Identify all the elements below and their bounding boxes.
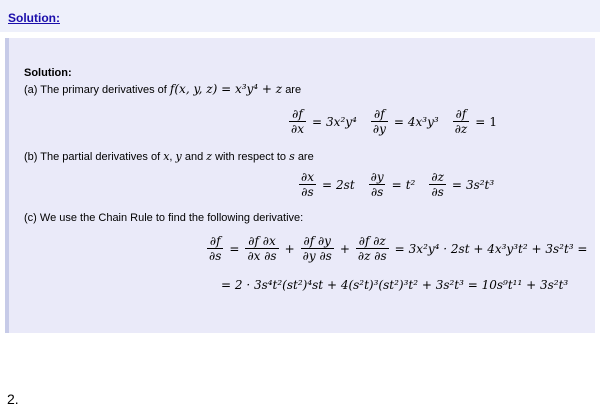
- equation-a: $\frac{\partial f}{\partial x}$ = 3x²y⁴ $\frac{\partial f}{\partial y}$ = 4x³y³ $\frac{\partial f}{\partial z}$ = 1: [291, 107, 497, 136]
- part-b-text: [24, 150, 314, 163]
- fraction-df-dy: $\frac{\partial f}{\partial y}$: [372, 107, 386, 136]
- item-number: 2.: [7, 391, 19, 407]
- var-s: s: [289, 150, 295, 163]
- fraction-df-ds: $\frac{\partial f}{\partial s}$: [209, 234, 222, 263]
- equation-b: $\frac{\partial x}{\partial s}$ = 2st $\frac{\partial y}{\partial s}$ = t² $\frac{\partial z}{\partial s}$ = 3s²t³: [301, 170, 495, 199]
- part-b-lead: (b) The partial derivatives of: [24, 151, 161, 163]
- var-x: x: [163, 150, 170, 163]
- solution-title: Solution:: [24, 67, 72, 79]
- solution-toggle-link[interactable]: Solution:: [8, 11, 60, 25]
- equation-c-line1: $\frac{\partial f}{\partial s}$ = $\frac{\partial f \partial x}{\partial x \partial s}$ + $\frac{\partial f \partial y}{\partial y \partial s}$ + $\frac{\partial f \partial z}{\partial z \partial s}$ = 3x²y⁴ · 2st + 4x³y³t² + 3s²t³ =: [209, 234, 588, 263]
- dy-ds-value: t²: [405, 177, 416, 192]
- chain-rule-result: = 2 · 3s⁴t²(st²)⁴st + 4(s²t)³(st²)³t² + 3s²t³ = 10s⁹t¹¹ + 3s²t³: [221, 278, 569, 292]
- var-z: z: [206, 150, 213, 163]
- df-dx-value: 3x²y⁴: [326, 114, 357, 129]
- var-y: y: [175, 150, 182, 163]
- fraction-dx-ds: $\frac{\partial x}{\partial s}$: [301, 170, 314, 199]
- function-definition: f(x, y, z) = x³y⁴ + z: [169, 82, 283, 96]
- dx-ds-value: 2st: [336, 177, 355, 192]
- fraction-df-dz-c: $\frac{\partial f \partial z}{\partial z \partial s}$: [357, 234, 387, 263]
- df-dz-value: 1: [489, 114, 497, 129]
- fraction-df-dz: $\frac{\partial f}{\partial z}$: [454, 107, 468, 136]
- fraction-df-dy-c: $\frac{\partial f \partial y}{\partial y \partial s}$: [302, 234, 332, 263]
- fraction-df-dx: $\frac{\partial f}{\partial x}$: [291, 107, 304, 136]
- part-b-suffix: with respect to: [215, 151, 287, 163]
- part-a-suffix: are: [285, 84, 302, 96]
- part-c-text: (c) We use the Chain Rule to find the following derivative:: [24, 212, 304, 224]
- part-b-comma: ,: [169, 151, 173, 163]
- part-b-and: and: [184, 151, 204, 163]
- fraction-dy-ds: $\frac{\partial y}{\partial s}$: [370, 170, 384, 199]
- df-dy-value: 4x³y³: [407, 114, 439, 129]
- fraction-dz-ds: $\frac{\partial z}{\partial s}$: [431, 170, 444, 199]
- part-a-text: [24, 82, 301, 96]
- dz-ds-value: 3s²t³: [465, 177, 495, 192]
- part-a-lead: (a) The primary derivatives of: [24, 84, 167, 96]
- part-b-end: are: [297, 151, 314, 163]
- fraction-df-dx-c: $\frac{\partial f \partial x}{\partial x \partial s}$: [247, 234, 277, 263]
- equation-c-line2: [221, 278, 568, 292]
- chain-rule-expansion: 3x²y⁴ · 2st + 4x³y³t² + 3s²t³ =: [408, 241, 588, 256]
- solution-header-bar: [0, 0, 600, 32]
